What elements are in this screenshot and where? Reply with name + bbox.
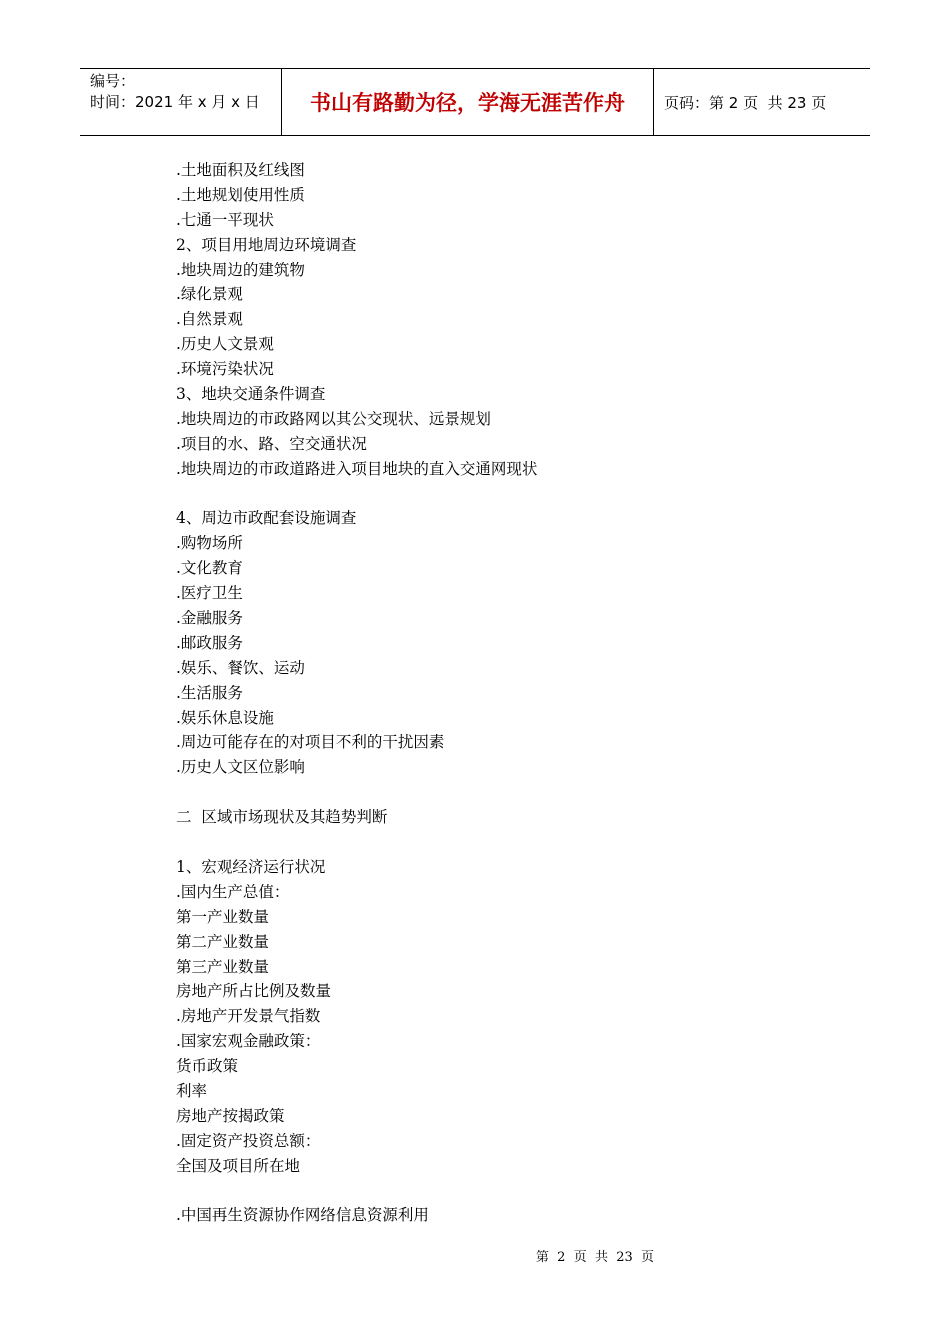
text-line: .固定资产投资总额： [176, 1131, 321, 1150]
text-line: .中国再生资源协作网络信息资源利用 [176, 1206, 429, 1225]
text-line: 第一产业数量 [176, 907, 270, 926]
text-line: .历史人文景观 [176, 335, 274, 354]
text-line: 二 区域市场现状及其趋势判断 [176, 808, 388, 827]
text-line: .文化教育 [176, 559, 243, 578]
number-label: 编号： [90, 72, 136, 90]
text-line: .医疗卫生 [176, 584, 243, 603]
text-line: .七通一平现状 [176, 210, 274, 229]
text-line: 1、宏观经济运行状况 [176, 857, 326, 876]
text-line: .购物场所 [176, 534, 243, 553]
page-info-text: 页码：第 2 页 共 23 页 [664, 93, 827, 112]
text-line: 货币政策 [176, 1057, 239, 1076]
text-line: .地块周边的建筑物 [176, 260, 305, 279]
page-header [80, 68, 870, 136]
time-label: 时间：2021 年 x 月 x 日 [90, 93, 260, 111]
text-line: .周边可能存在的对项目不利的干扰因素 [176, 733, 445, 752]
blank-line [176, 482, 876, 507]
footer-page-number: 第 2 页 共 23 页 [535, 1250, 655, 1265]
text-line: .地块周边的市政路网以其公交现状、远景规划 [176, 409, 491, 428]
blank-line [176, 830, 876, 855]
text-line: .国内生产总值： [176, 882, 290, 901]
text-line: 房地产按揭政策 [176, 1106, 285, 1125]
text-line: 第三产业数量 [176, 957, 270, 976]
page-footer [0, 1246, 950, 1265]
text-line: 4、周边市政配套设施调查 [176, 509, 357, 528]
text-line: 第二产业数量 [176, 932, 270, 951]
text-line: 全国及项目所在地 [176, 1156, 301, 1175]
blank-line [176, 1179, 876, 1204]
text-line: .项目的水、路、空交通状况 [176, 434, 367, 453]
header-meta [80, 69, 282, 135]
text-line: .环境污染状况 [176, 360, 274, 379]
text-line: .邮政服务 [176, 633, 243, 652]
document-body [176, 158, 876, 1228]
text-line: 利率 [176, 1081, 208, 1100]
blank-line [176, 780, 876, 805]
text-line: .土地面积及红线图 [176, 161, 305, 179]
header-page-info [654, 69, 870, 135]
header-motto: 书山有路勤为径，学海无涯苦作舟 [282, 69, 654, 135]
text-line: .国家宏观金融政策： [176, 1032, 321, 1051]
text-line: 房地产所占比例及数量 [176, 982, 332, 1001]
text-line: .金融服务 [176, 609, 243, 628]
text-line: .房地产开发景气指数 [176, 1007, 321, 1026]
text-line: .历史人文区位影响 [176, 758, 305, 777]
text-line: .土地规划使用性质 [176, 185, 305, 204]
text-line: 2、项目用地周边环境调查 [176, 235, 357, 254]
text-line: .自然景观 [176, 310, 243, 329]
text-line: .绿化景观 [176, 285, 243, 304]
text-line: .娱乐休息设施 [176, 708, 274, 727]
text-line: .生活服务 [176, 683, 243, 702]
text-line: .娱乐、餐饮、运动 [176, 658, 305, 677]
text-line: 3、地块交通条件调查 [176, 385, 326, 404]
text-line: .地块周边的市政道路进入项目地块的直入交通网现状 [176, 459, 538, 478]
